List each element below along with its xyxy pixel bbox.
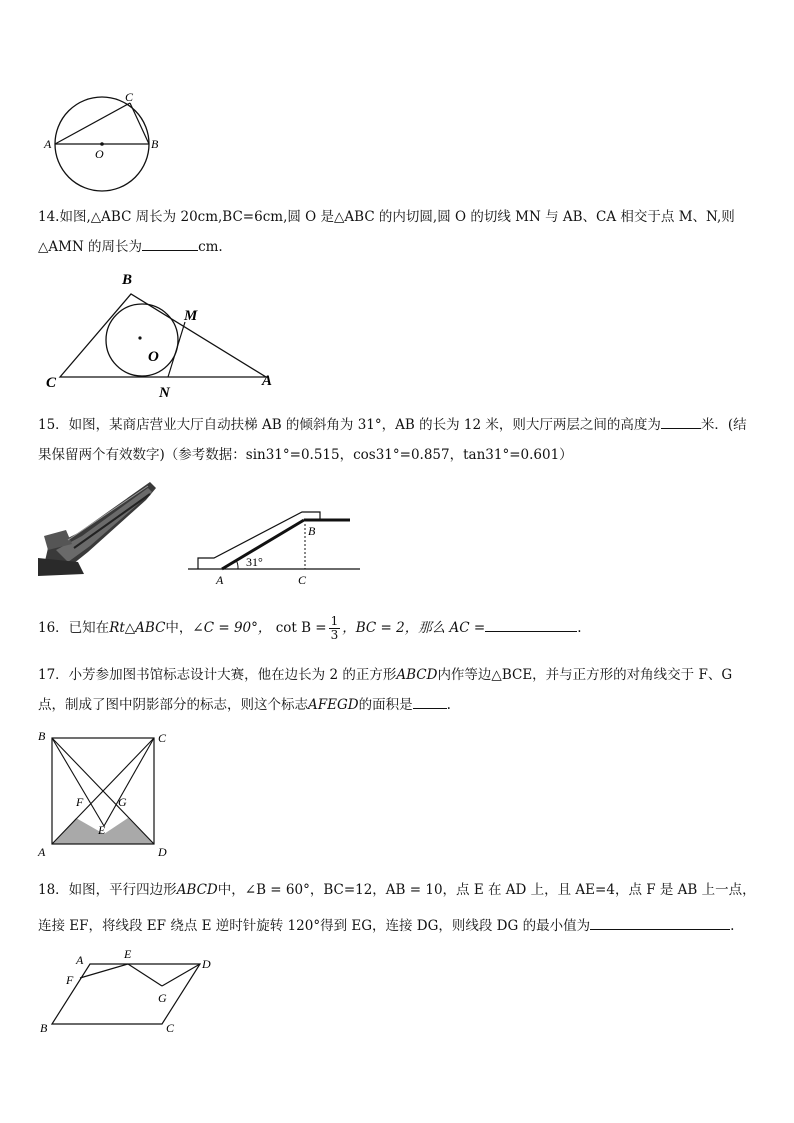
- label-F: F: [66, 973, 74, 987]
- label-B: B: [40, 1021, 48, 1035]
- label-O: O: [148, 349, 159, 365]
- answer-blank-17[interactable]: [413, 694, 447, 709]
- label-E: E: [98, 823, 106, 837]
- label-A: A: [216, 573, 224, 587]
- figure-18-parallelogram: [36, 944, 226, 1036]
- label-E: E: [124, 947, 132, 961]
- question-15-line-1: 15．如图，某商店营业大厅自动扶梯 AB 的倾斜角为 31°，AB 的长为 12 米，则大厅两层之间的高度为 米．(结: [38, 410, 760, 440]
- label-B: B: [122, 272, 133, 288]
- question-15: [38, 410, 760, 470]
- question-16: 16．已知在Rt△ABC中，∠C = 90°， cot B = $\frac{1}{3}$ ，BC = 2，那么 AC = .: [38, 614, 582, 642]
- label-F: F: [76, 795, 84, 809]
- figure-15-escalator: [186, 502, 362, 590]
- label-C: C: [125, 90, 134, 104]
- label-B: B: [151, 137, 159, 151]
- label-D: D: [158, 845, 167, 859]
- label-M: M: [184, 308, 198, 324]
- figure-13-circle: [40, 90, 170, 194]
- answer-blank-18[interactable]: [590, 915, 730, 930]
- figure-17-square-logo: [34, 726, 184, 860]
- escalator-photo: [38, 478, 160, 578]
- label-C: C: [298, 573, 307, 587]
- label-C: C: [46, 375, 57, 391]
- question-15-line-2: 果保留两个有效数字)（参考数据：sin31°=0.515，cos31°=0.857，tan31°=0.601）: [38, 447, 573, 463]
- question-18-line-2: 连接 EF，将线段 EF 绕点 E 逆时针旋转 120°得到 EG，连接 DG，则线段 DG 的最小值为 .: [38, 908, 760, 944]
- question-18: [38, 872, 760, 944]
- label-A: A: [262, 373, 273, 389]
- label-B: B: [308, 524, 316, 538]
- label-G: G: [118, 795, 127, 809]
- label-A: A: [44, 137, 52, 151]
- question-17-line-1: 17．小芳参加图书馆标志设计大赛，他在边长为 2 的正方形ABCD内作等边△BCE，并与正方形的对角线交于 F、G: [38, 667, 733, 683]
- fraction-one-third: $\frac{1}{3}$: [330, 614, 339, 642]
- question-14-text: 14.如图,△ABC 周长为 20cm,BC=6cm,圆 O 是△ABC 的内切圆,圆 O 的切线 MN 与 AB、CA 相交于点 M、N,则△AMN 的周长为: [38, 209, 735, 255]
- label-C: C: [166, 1021, 175, 1035]
- label-angle: 31°: [246, 555, 263, 569]
- answer-blank-16[interactable]: [485, 617, 577, 632]
- label-D: D: [202, 957, 211, 971]
- label-C: C: [158, 731, 167, 745]
- question-14-unit: cm.: [198, 239, 223, 255]
- question-17-line-2: 点，制成了图中阴影部分的标志，则这个标志AFEGD的面积是 .: [38, 690, 760, 720]
- label-O: O: [95, 147, 104, 161]
- question-18-line-1: 18．如图，平行四边形ABCD中，∠B = 60°，BC=12，AB = 10，点 E 在 AD 上，且 AE=4，点 F 是 AB 上一点，: [38, 882, 756, 898]
- label-A: A: [76, 953, 84, 967]
- answer-blank-15[interactable]: [661, 414, 701, 429]
- question-14: [38, 202, 760, 262]
- figure-14-incircle: [40, 266, 290, 402]
- label-G: G: [158, 991, 167, 1005]
- label-A: A: [38, 845, 46, 859]
- label-N: N: [159, 385, 170, 401]
- answer-blank-14[interactable]: [142, 236, 198, 251]
- label-B: B: [38, 729, 46, 743]
- question-17: [38, 660, 760, 720]
